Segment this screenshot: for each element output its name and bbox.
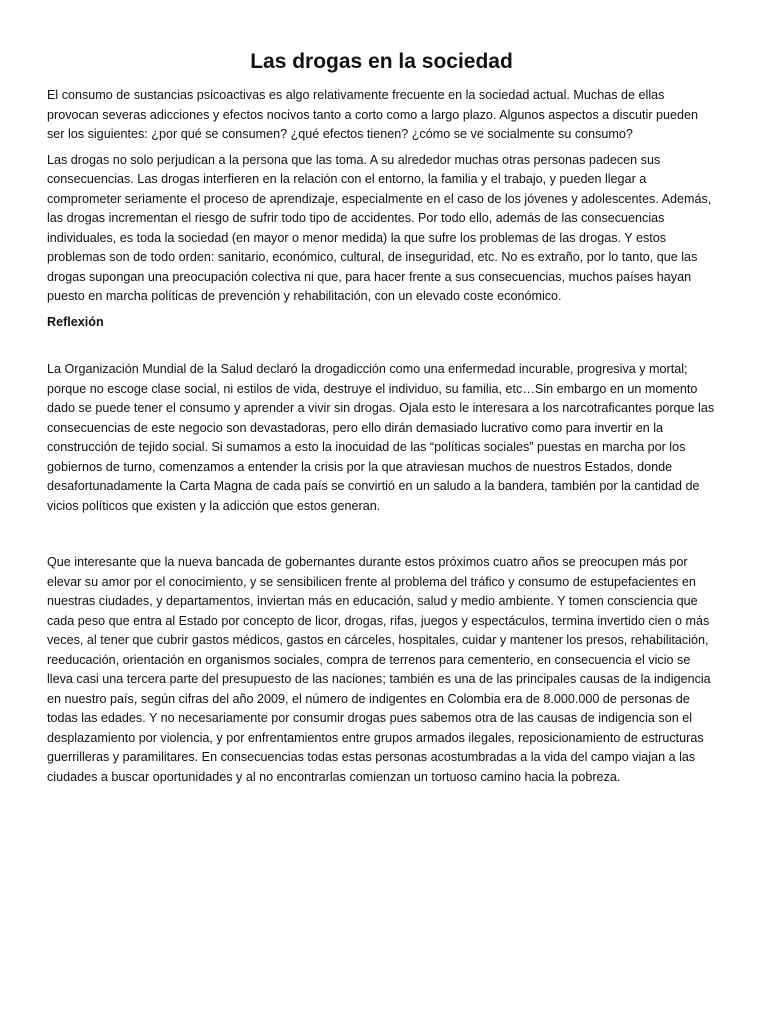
document-title: Las drogas en la sociedad [250, 50, 513, 73]
paragraph-intro: El consumo de sustancias psicoactivas es algo relativamente frecuente en la sociedad actual. Muchas de ellas provocan severas adicciones y efectos nocivos tanto a corto como a largo plazo. Algunos aspectos a discutir pueden ser los siguientes: ¿por qué se consumen? ¿qué efectos tienen? ¿cómo se ve socialmente su consumo? [47, 88, 699, 141]
paragraph-oms: La Organización Mundial de la Salud declaró la drogadicción como una enfermedad incurable, progresiva y mortal; porque no escoge clase social, ni estilos de vida, destruye el individuo, su familia, etc…Sin embargo en un momento dado se puede tener el consumo y aprender a vivir sin drogas. Ojala esto le interesara a los narcotraficantes porque las consecuencias de este negocio son devastadoras, pero ello dirán demasiado lucrativo como para invertir en la construcción de tejido social. Si sumamos a esto la inocuidad de las “políticas sociales” puestas en marcha por los gobiernos de turno, comenzamos a entender la crisis por la que atraviesan muchos de nuestros Estados, donde desafortunadamente la Carta Magna de cada país se convirtió en un saludo a la bandera, también por la cantidad de vicios políticos que existen y la adicción que estos generan. [47, 362, 715, 513]
paragraph-gobernantes: Que interesante que la nueva bancada de gobernantes durante estos próximos cuatro años se preocupen más por elevar su amor por el conocimiento, y se sensibilicen frente al problema del tráfico y consumo de estupefacientes en nuestras ciudades, y departamentos, inviertan más en educación, salud y medio ambiente. Y tomen consciencia que cada peso que entra al Estado por concepto de licor, drogas, rifas, juegos y espectáculos, termina invertido cien o más veces, al tener que cubrir gastos médicos, gastos en cárceles, hospitales, cuidar y mantener los presos, rehabilitación, reeducación, orientación en organismos sociales, compra de terrenos para cementerio, en consecuencia el vicio se lleva casi una tercera parte del presupuesto de las naciones; también es una de las principales causas de la indigencia en nuestro país, según cifras del año 2009, el número de indigentes en Colombia era de 8.000.000 de personas de todas las edades. Y no necesariamente por consumir drogas pues sabemos otra de las causas de indigencia son el desplazamiento por violencia, y por enfrentamientos entre grupos armados ilegales, reposicionamiento de estructuras guerrilleras y paramilitares. En consecuencias todas estas personas acostumbradas a la vida del campo viajan a las ciudades a buscar oportunidades y al no encontrarlas comienzan un tortuoso camino hacia la pobreza. [47, 555, 711, 784]
spacer [47, 332, 716, 360]
paragraph-consequences: Las drogas no solo perjudican a la persona que las toma. A su alrededor muchas otras personas padecen sus consecuencias. Las drogas interfieren en la relación con el entorno, la familia y el trabajo, y pueden llegar a comprometer seriamente el proceso de aprendizaje, especialmente en el caso de los jóvenes y adolescentes. Además, las drogas incrementan el riesgo de sufrir todo tipo de accidentes. Por todo ello, además de las consecuencias individuales, es toda la sociedad (en mayor o menor medida) la que sufre los problemas de las drogas. Y estos problemas son de todo orden: sanitario, económico, cultural, de inseguridad, etc. No es extraño, por lo tanto, que las drogas supongan una preocupación colectiva ni que, para hacer frente a sus consecuencias, muchos países hayan puesto en marcha políticas de prevención y rehabilitación, con un elevado coste económico. [47, 152, 712, 303]
spacer [47, 516, 716, 553]
section-heading-reflexion: Reflexión [47, 314, 104, 329]
